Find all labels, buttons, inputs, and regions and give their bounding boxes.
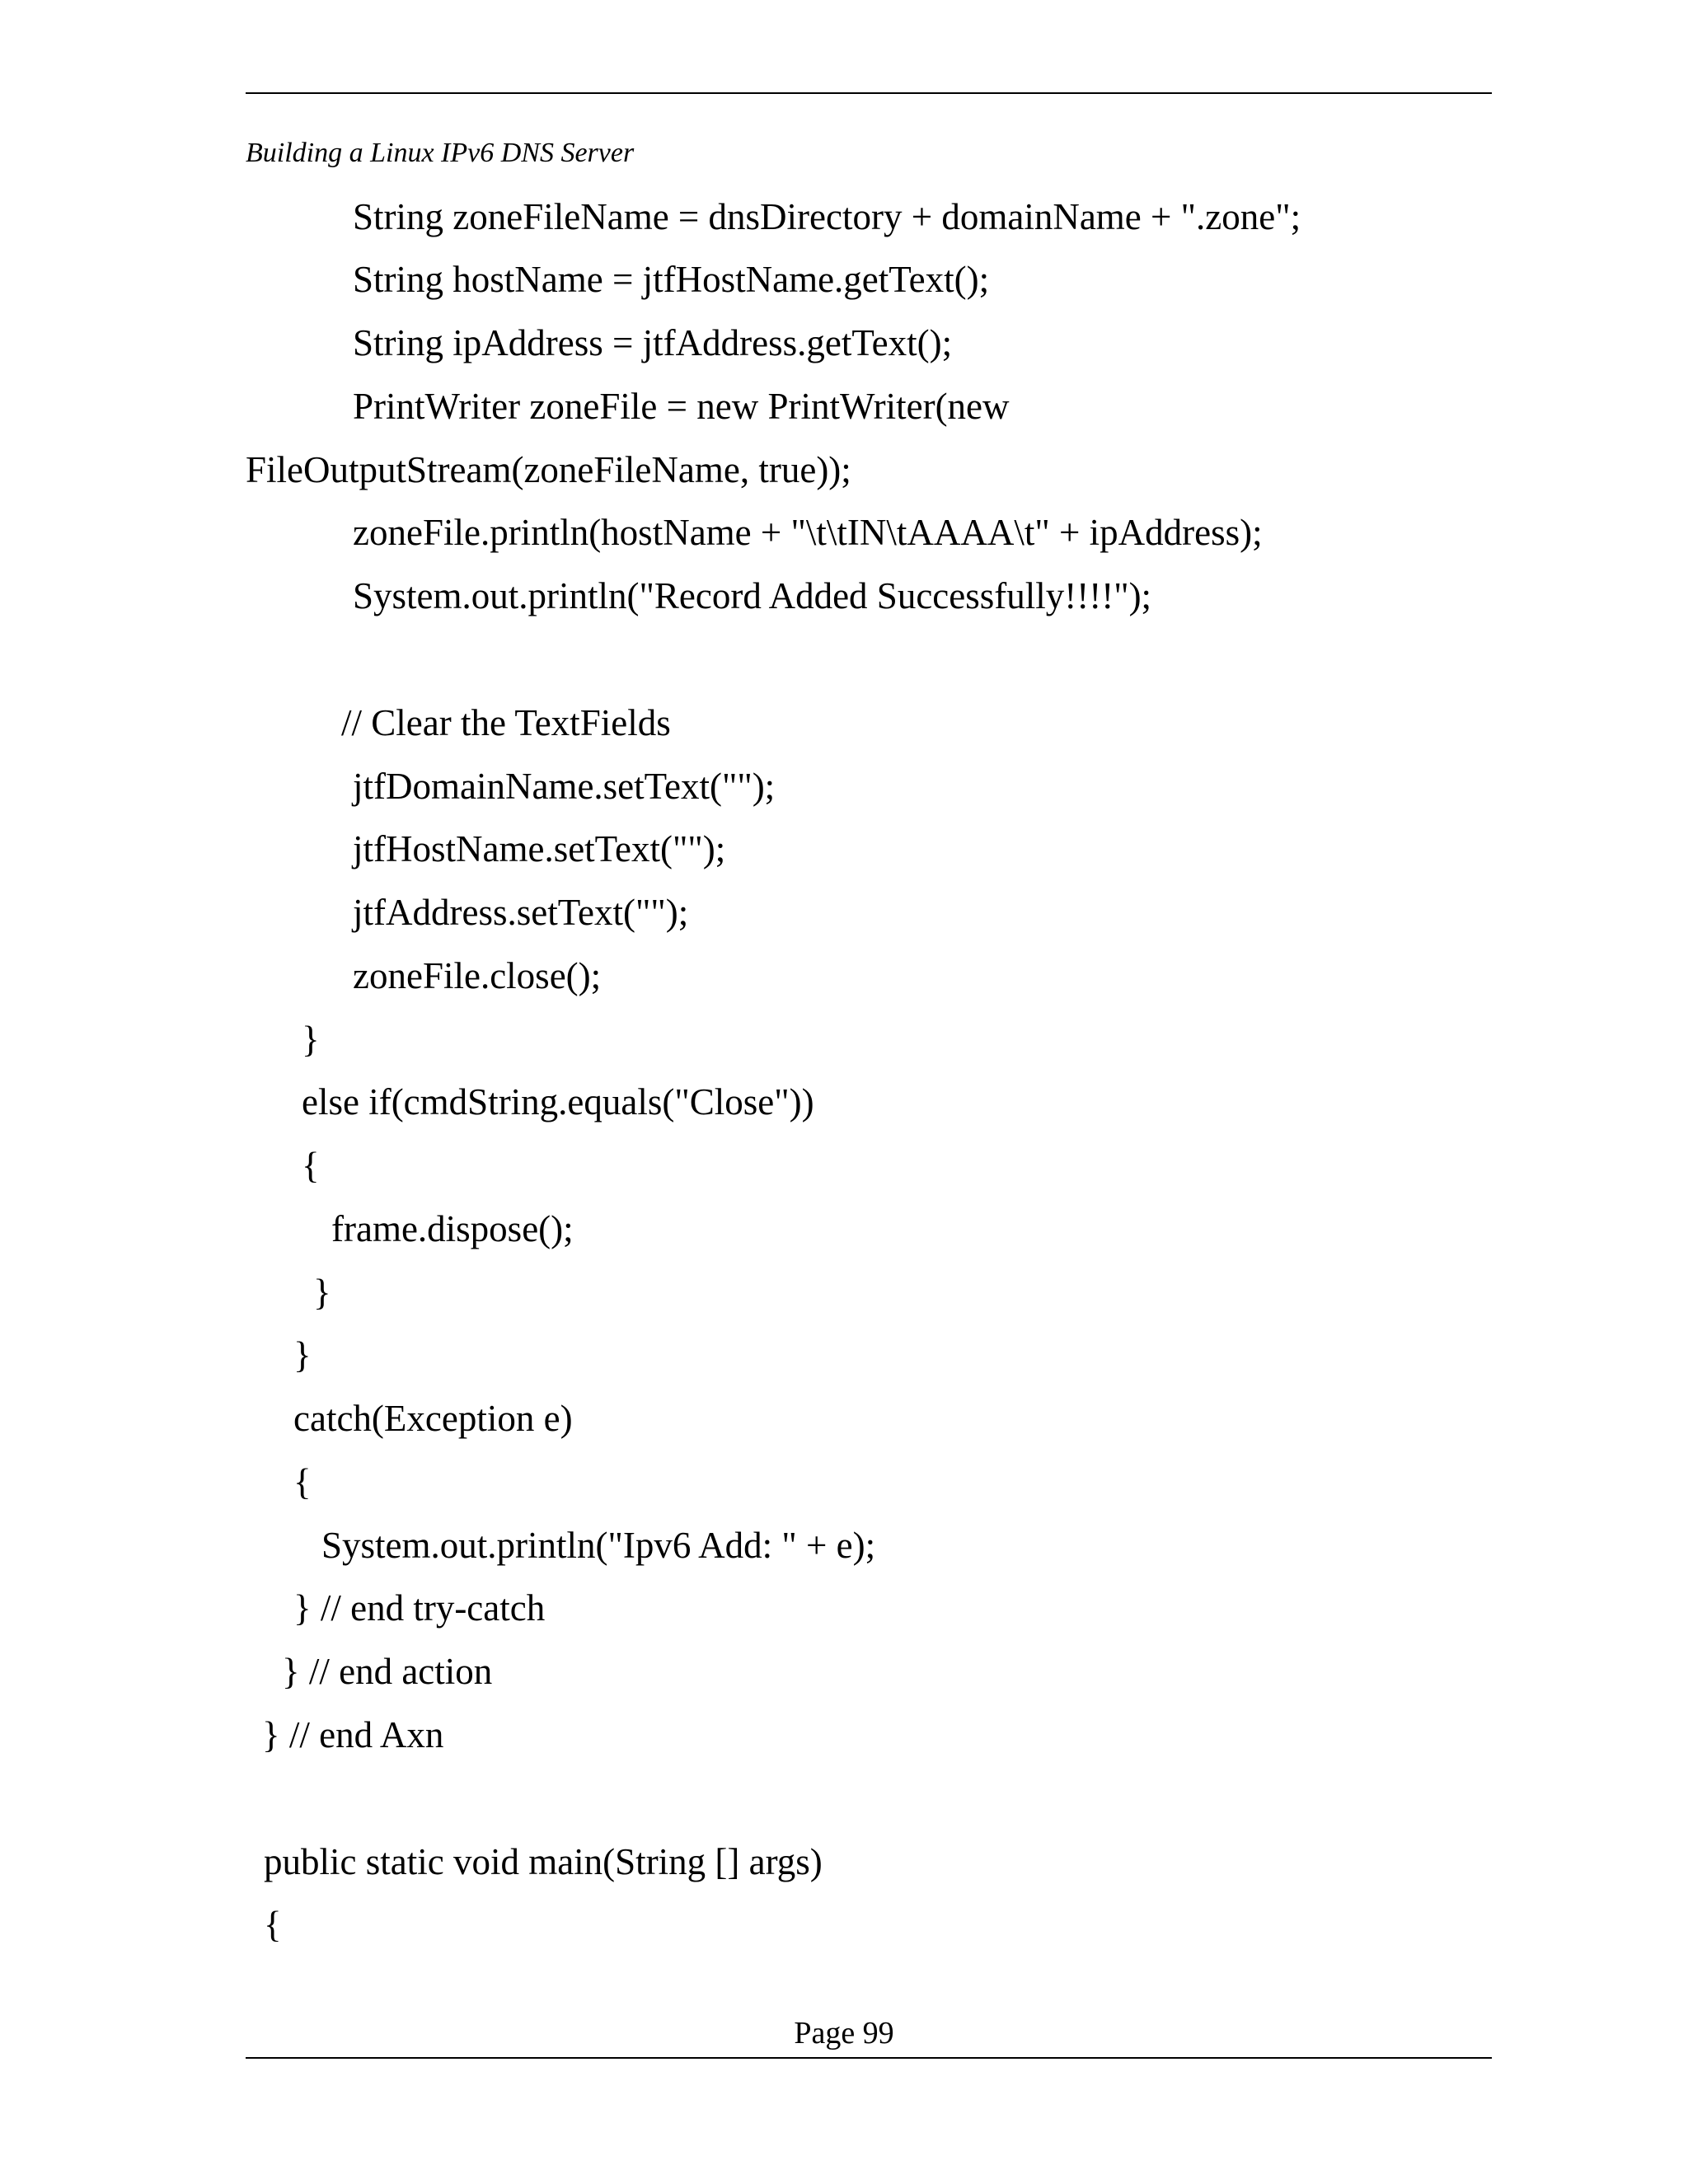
code-line: zoneFile.println(hostName + "\t\tIN\tAAAA\t" + ipAddress);	[353, 512, 1263, 553]
code-line: } // end Axn	[262, 1714, 444, 1755]
code-line: } // end action	[282, 1651, 493, 1692]
code-line: String zoneFileName = dnsDirectory + domainName + ".zone";	[353, 196, 1301, 237]
code-line: else if(cmdString.equals("Close"))	[302, 1081, 814, 1122]
code-line: }	[302, 1019, 320, 1060]
code-line: frame.dispose();	[331, 1208, 574, 1249]
code-line: PrintWriter zoneFile = new PrintWriter(new	[353, 386, 1010, 427]
code-line: System.out.println("Ipv6 Add: " + e);	[321, 1525, 876, 1566]
code-line: jtfDomainName.setText("");	[353, 766, 776, 807]
code-line: System.out.println("Record Added Successfully!!!!");	[353, 575, 1152, 616]
code-line: jtfHostName.setText("");	[353, 828, 726, 869]
code-line: }	[293, 1334, 312, 1376]
code-line: public static void main(String [] args)	[264, 1841, 823, 1882]
running-header: Building a Linux IPv6 DNS Server	[246, 138, 635, 168]
code-line: }	[313, 1272, 331, 1313]
code-line: FileOutputStream(zoneFileName, true));	[246, 449, 851, 490]
code-line: {	[293, 1461, 312, 1502]
code-line: catch(Exception e)	[293, 1398, 573, 1439]
page-number: Page 99	[794, 2016, 894, 2050]
code-line: {	[264, 1904, 282, 1945]
header-rule	[246, 92, 1492, 94]
code-line: zoneFile.close();	[353, 955, 602, 996]
code-line: {	[302, 1145, 320, 1186]
footer-rule	[246, 2057, 1492, 2059]
code-line: String hostName = jtfHostName.getText();	[353, 259, 990, 300]
code-line: } // end try-catch	[293, 1587, 546, 1629]
code-line: String ipAddress = jtfAddress.getText();	[353, 322, 953, 363]
code-line: jtfAddress.setText("");	[353, 892, 689, 933]
code-comment: // Clear the TextFields	[341, 702, 671, 743]
